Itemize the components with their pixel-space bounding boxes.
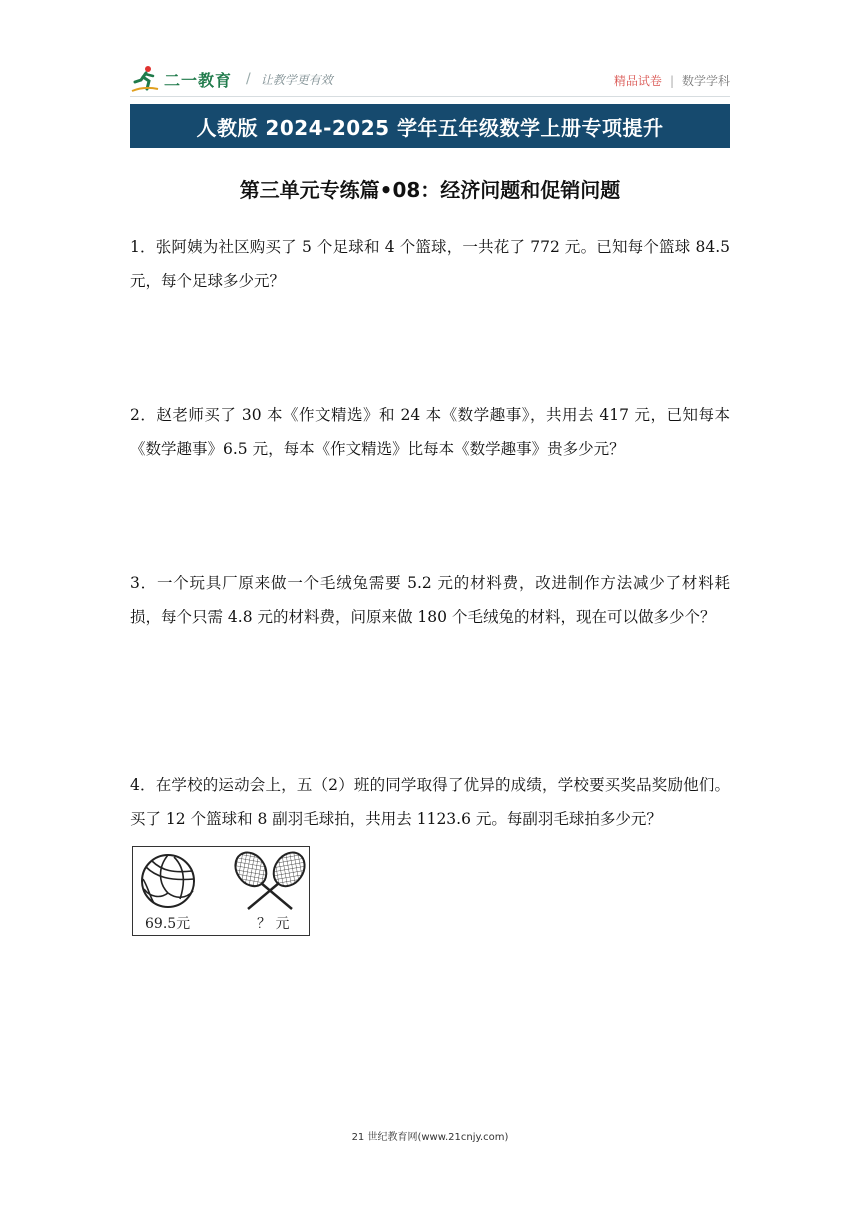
ball-price-label: 69.5元: [145, 916, 191, 932]
question-2: 2．赵老师买了 30 本《作文精选》和 24 本《数学趣事》，共用去 417 元，已知每本《数学趣事》6.5 元，每本《作文精选》比每本《数学趣事》贵多少元？: [130, 406, 730, 458]
title-banner: 人教版 2024-2025 学年五年级数学上册专项提升: [130, 104, 730, 148]
logo-slogan: 让教学更有效: [260, 72, 333, 87]
logo-text: 二一教育: [164, 70, 233, 90]
runner-logo-icon: [130, 64, 160, 94]
header-divider: [130, 96, 730, 97]
section-subtitle: 第三单元专练篇•08：经济问题和促销问题: [239, 178, 621, 202]
question-1: 1．张阿姨为社区购买了 5 个足球和 4 个篮球，一共花了 772 元。已知每个篮球 84.5 元，每个足球多少元？: [130, 238, 730, 290]
tag-divider: |: [669, 74, 674, 88]
tag-quality-paper: 精品试卷: [613, 74, 662, 88]
page-header: [130, 64, 730, 100]
tag-subject: 数学学科: [681, 74, 730, 88]
question-4: 4．在学校的运动会上，五（2）班的同学取得了优异的成绩，学校要买奖品奖励他们。买了 12 个篮球和 8 副羽毛球拍，共用去 1123.6 元。每副羽毛球拍多少元？: [130, 776, 730, 828]
racket-price-label: ？ 元: [257, 916, 290, 932]
volleyball-icon: [140, 853, 196, 909]
badminton-rackets-icon: [228, 849, 312, 913]
brand-logo: [130, 64, 333, 94]
header-tags: [614, 72, 730, 89]
question-3: 3．一个玩具厂原来做一个毛绒兔需要 5.2 元的材料费，改进制作方法减少了材料耗损，每个只需 4.8 元的材料费，问原来做 180 个毛绒兔的材料，现在可以做多少个？: [130, 574, 730, 626]
page-footer: 21 世纪教育网(www.21cnjy.com): [351, 1132, 509, 1143]
price-figure: [132, 846, 310, 936]
logo-divider: /: [246, 71, 251, 87]
